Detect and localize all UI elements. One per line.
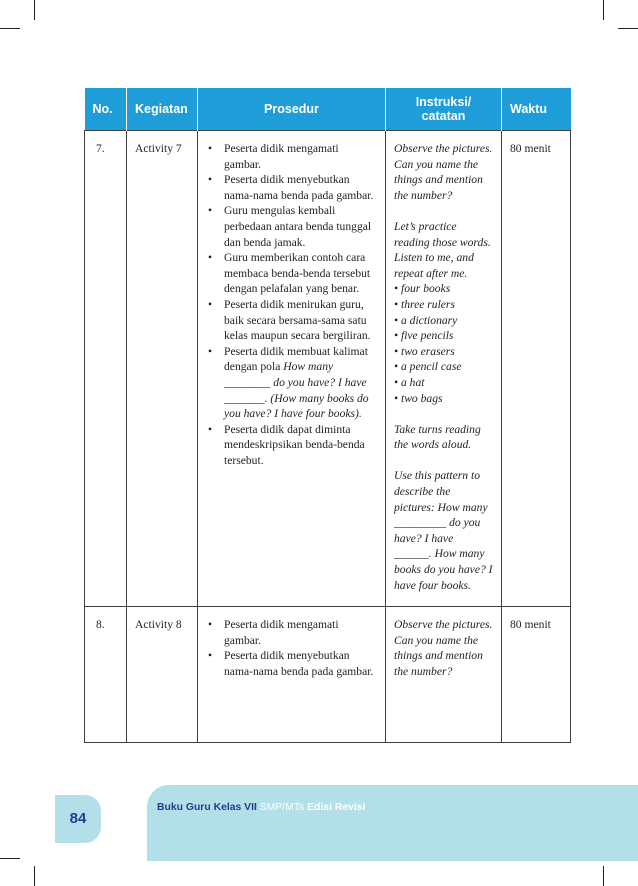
crop-mark bbox=[34, 0, 35, 20]
list-item: • Peserta didik dapat diminta mendeskripsikan benda-benda tersebut. bbox=[206, 422, 377, 469]
list-item: • Peserta didik mengamati gambar. bbox=[206, 141, 377, 172]
list-item-italic: How many ________ do you have? I have _______. (How many books do you have? I have four books). bbox=[224, 360, 369, 421]
list-item: • Peserta didik menyebutkan nama-nama benda pada gambar. bbox=[206, 648, 377, 679]
lesson-procedure-table bbox=[84, 88, 571, 743]
cell-instruksi bbox=[386, 607, 502, 743]
crop-mark bbox=[618, 28, 638, 29]
word-item: • two bags bbox=[394, 391, 443, 405]
crop-mark bbox=[603, 0, 604, 20]
list-item: • Peserta didik mengamati gambar. bbox=[206, 617, 377, 648]
word-item: • a pencil case bbox=[394, 360, 462, 374]
header-prosedur: Prosedur bbox=[198, 88, 386, 131]
cell-no: 8. bbox=[85, 607, 127, 743]
cell-waktu: 80 menit bbox=[502, 131, 571, 607]
instruction-pattern: Use this pattern to describe the pictures: How many _________ do you have? I have ______. How many books do you have? I have four books. bbox=[394, 469, 493, 592]
edition-label: Edisi Revisi bbox=[307, 802, 366, 813]
cell-kegiatan: Activity 7 bbox=[127, 131, 198, 607]
cell-waktu: 80 menit bbox=[502, 607, 571, 743]
word-item: • a dictionary bbox=[394, 313, 458, 327]
cell-prosedur bbox=[198, 607, 386, 743]
cell-kegiatan: Activity 8 bbox=[127, 607, 198, 743]
header-instruksi: Instruksi/ catatan bbox=[386, 88, 502, 131]
footer-title bbox=[157, 802, 365, 813]
cell-no: 7. bbox=[85, 131, 127, 607]
instruction-observe: Observe the pictures. Can you name the things and mention the number? bbox=[394, 142, 493, 202]
list-item: • Peserta didik menyebutkan nama-nama benda pada gambar. bbox=[206, 172, 377, 203]
crop-mark bbox=[0, 858, 20, 859]
crop-mark bbox=[0, 28, 20, 29]
list-item-text: Peserta didik membuat kalimat dengan pola bbox=[224, 344, 368, 374]
instruction-observe: Observe the pictures. Can you name the things and mention the number? bbox=[394, 618, 493, 678]
header-kegiatan: Kegiatan bbox=[127, 88, 198, 131]
procedure-list bbox=[206, 617, 377, 679]
page-number: 84 bbox=[69, 810, 87, 827]
list-item bbox=[206, 344, 377, 422]
table-header-row bbox=[85, 88, 571, 131]
table-row bbox=[85, 607, 571, 743]
word-item: • five pencils bbox=[394, 329, 454, 343]
crop-mark bbox=[603, 866, 604, 886]
header-no: No. bbox=[85, 88, 127, 131]
word-item: • two erasers bbox=[394, 344, 455, 358]
instruction-turns: Take turns reading the words aloud. bbox=[394, 422, 481, 452]
cell-prosedur bbox=[198, 131, 386, 607]
instruction-practice: Let’s practice reading those words. Listen to me, and repeat after me. bbox=[394, 219, 491, 280]
crop-mark bbox=[34, 866, 35, 886]
cell-instruksi bbox=[386, 131, 502, 607]
school-level: SMP/MTs bbox=[259, 802, 305, 813]
list-item: • Guru mengulas kembali perbedaan antara benda tunggal dan benda jamak. bbox=[206, 203, 377, 250]
book-title: Buku Guru Kelas VII bbox=[157, 802, 257, 813]
procedure-list bbox=[206, 141, 377, 468]
table-row bbox=[85, 131, 571, 607]
list-item: • Peserta didik menirukan guru, baik secara bersama-sama satu kelas maupun secara bergiliran. bbox=[206, 297, 377, 344]
footer-band bbox=[147, 785, 638, 861]
word-item: • a hat bbox=[394, 375, 425, 389]
header-waktu: Waktu bbox=[502, 88, 571, 131]
word-item: • three rulers bbox=[394, 297, 455, 311]
word-item: • four books bbox=[394, 282, 451, 296]
list-item: • Guru memberikan contoh cara membaca benda-benda tersebut dengan pelafalan yang benar. bbox=[206, 250, 377, 297]
